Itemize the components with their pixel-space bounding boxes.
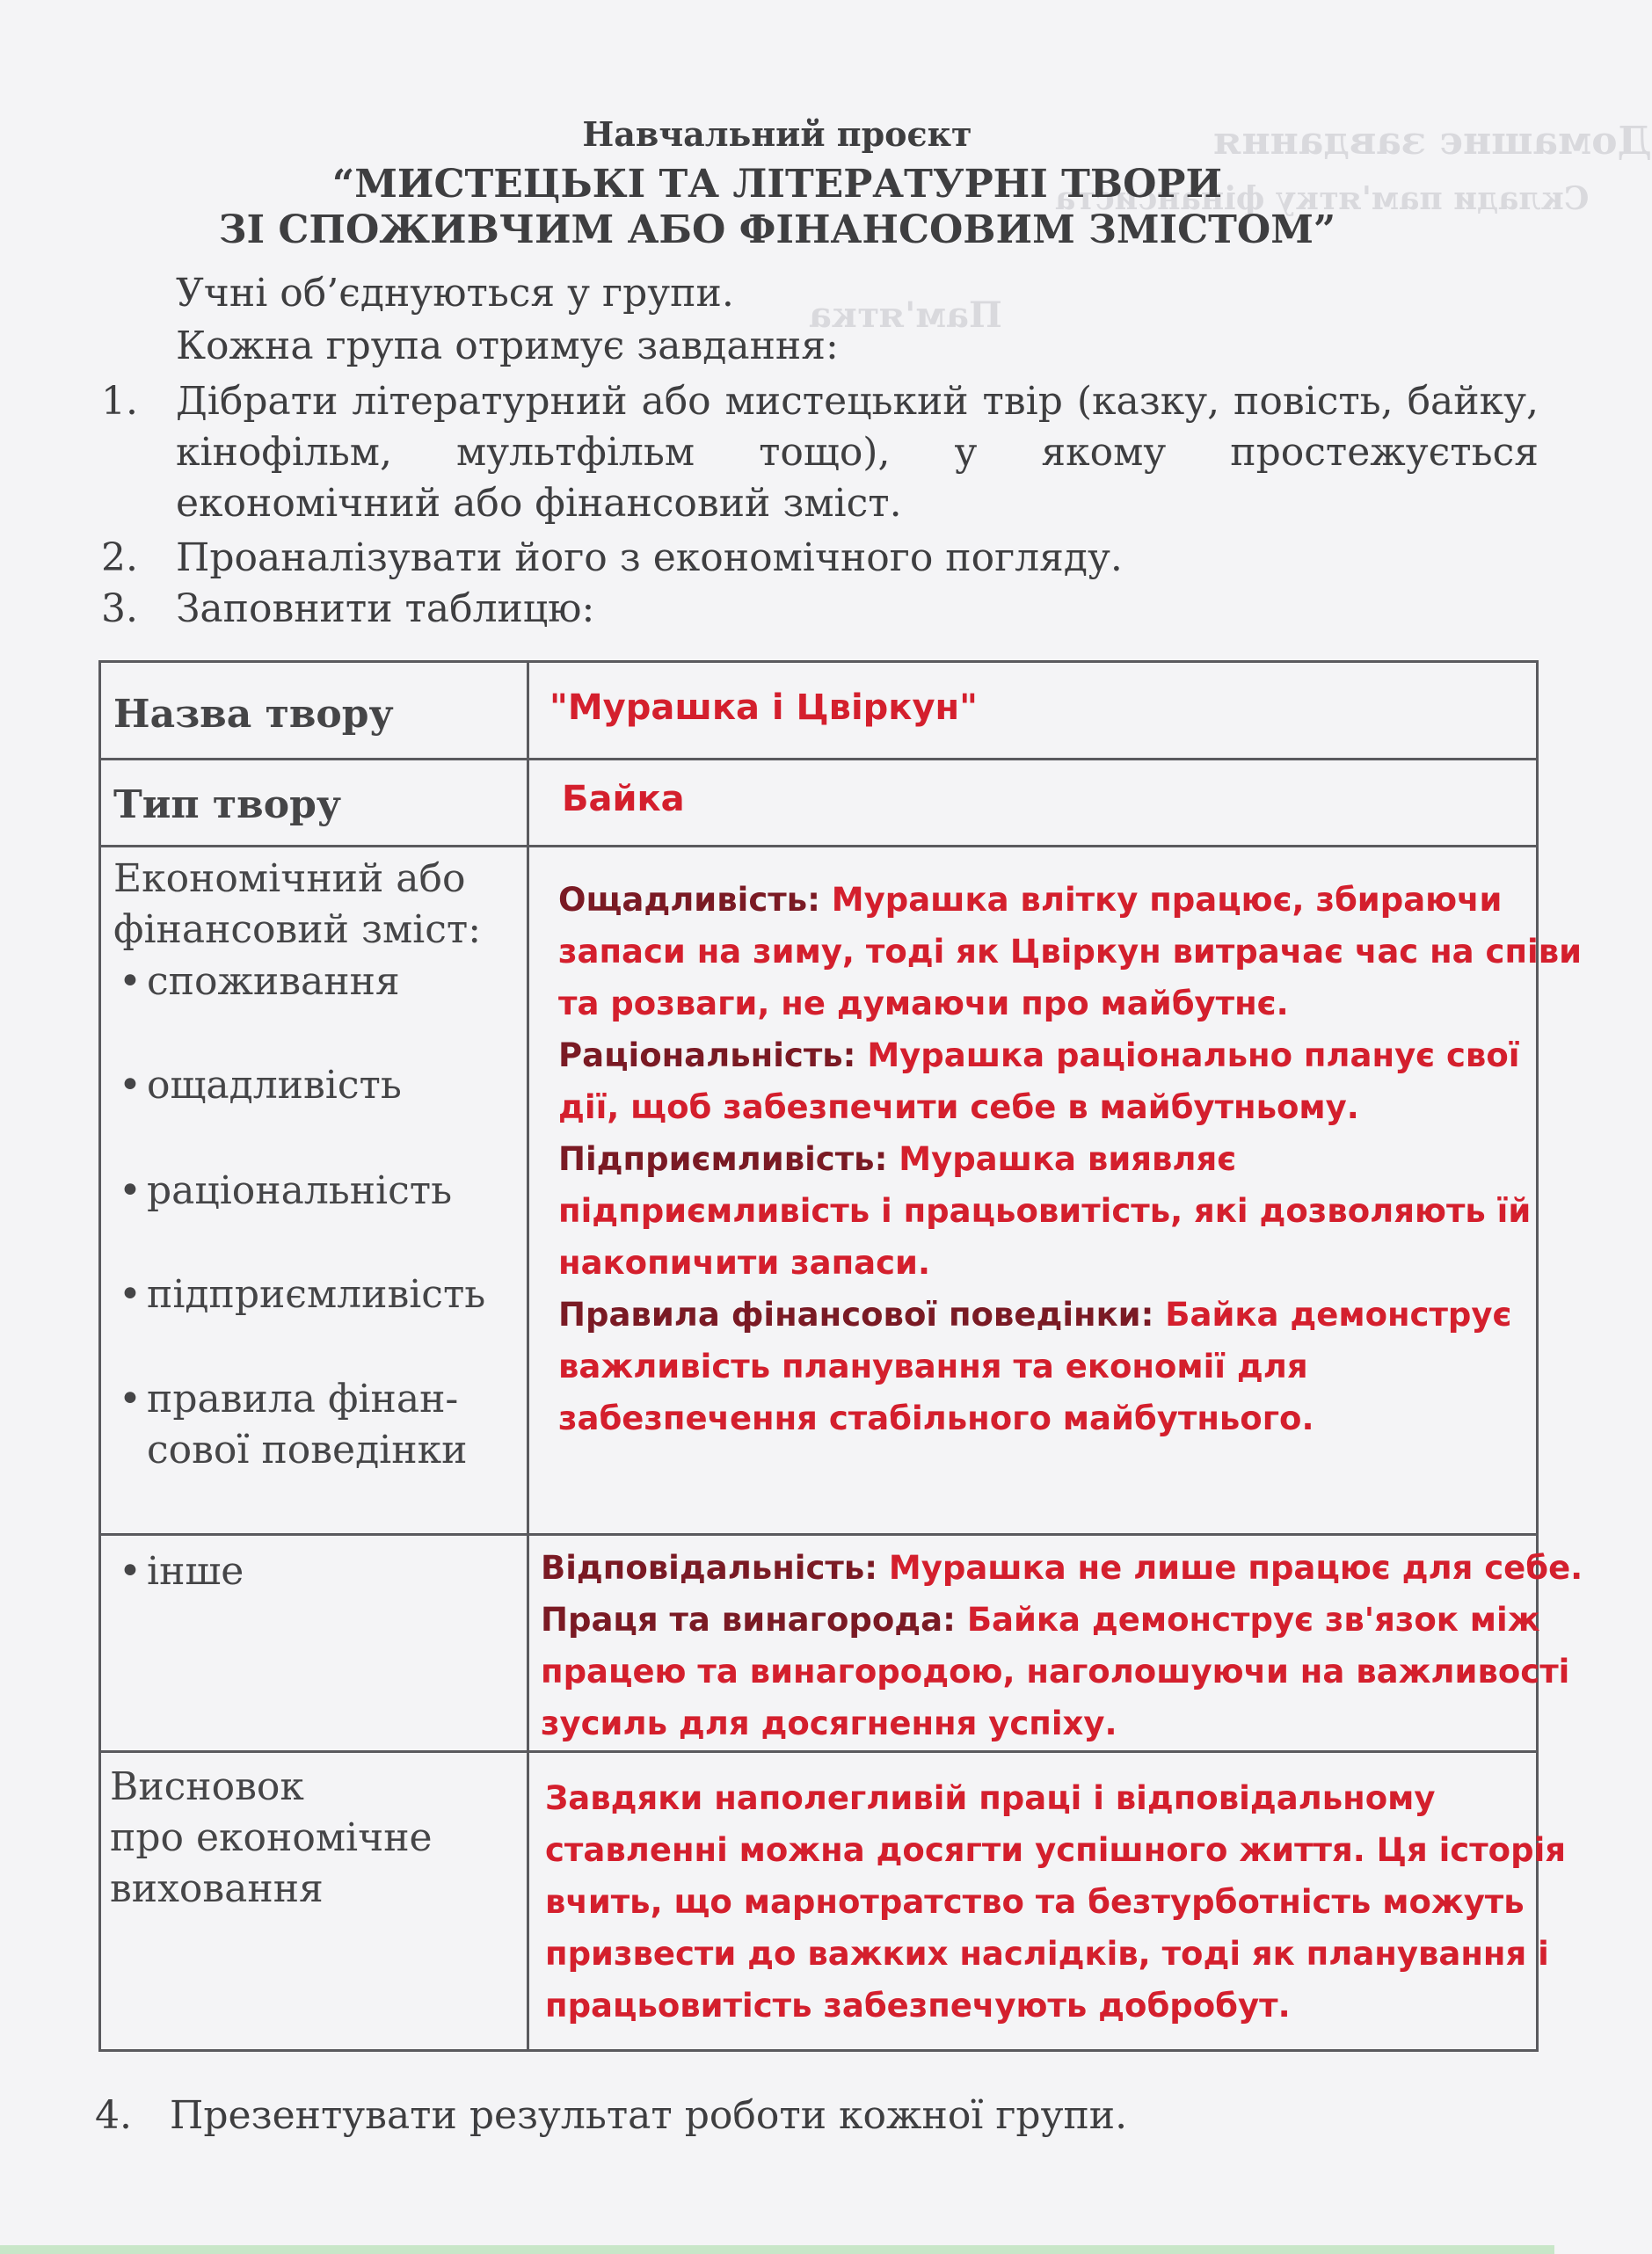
economic-content-answer — [558, 874, 1582, 1444]
step-item — [101, 376, 1539, 529]
answer-line: ставленні можна досягти успішного життя. Ця історія — [545, 1831, 1567, 1869]
other-answer — [541, 1542, 1583, 1749]
bleed-through-text: Домашнє завдання — [1213, 119, 1652, 164]
answer-line: Праця та винагорода: Байка демонструє зв'язок між — [541, 1601, 1540, 1639]
answer-line: Ощадливість: Мурашка влітку працює, збираючи — [558, 881, 1503, 919]
answer-line: та розваги, не думаючи про майбутнє. — [558, 985, 1289, 1022]
answer-line: накопичити запаси. — [558, 1244, 931, 1282]
row-divider — [101, 1750, 1536, 1753]
step-text: Презентувати результат роботи кожної групи. — [170, 2093, 1128, 2138]
answer-line: забезпечення стабільного майбутнього. — [558, 1400, 1314, 1437]
bullet-item: • правила фінан- — [119, 1377, 459, 1421]
answer-line: Підприємливість: Мурашка виявляє — [558, 1140, 1237, 1178]
bullet-item: • підприємливість — [119, 1272, 486, 1317]
answer-line: зусиль для досягнення успіху. — [541, 1705, 1117, 1742]
row-divider — [101, 758, 1536, 760]
step-number: 4. — [95, 2093, 132, 2138]
intro-line: Учні об’єднуються у групи. — [176, 271, 734, 316]
step-text: Дібрати літературний або мистецький твір (казку, повість, байку, кінофільм, мультфільм тощо), у якому простежується економічний або фінансовий зміст. — [176, 379, 1539, 526]
answer-line: важливість планування та економії для — [558, 1348, 1308, 1385]
label-work-type: Тип твору — [113, 782, 342, 827]
bullet-item: • ощадливість — [119, 1063, 402, 1108]
step-item — [101, 584, 1539, 635]
bullet-item: • споживання — [119, 959, 400, 1004]
bullet-item: • інше — [119, 1549, 244, 1594]
answer-line: запаси на зиму, тоді як Цвіркун витрачає час на співи — [558, 933, 1583, 971]
step-text: Проаналізувати його з економічного погляду. — [176, 535, 1123, 580]
answer-line: Відповідальність: Мурашка не лише працює для себе. — [541, 1549, 1583, 1587]
label-line: фінансовий зміст: — [113, 907, 482, 952]
label-conclusion: Висновок про економічне виховання — [110, 1764, 433, 1911]
bleed-through-text: Склади пам'ятку фінансиста — [1055, 180, 1590, 217]
column-divider — [527, 663, 529, 2049]
row-divider — [101, 1533, 1536, 1536]
answer-line: дії, щоб забезпечити себе в майбутньому. — [558, 1088, 1359, 1126]
project-label: Навчальний проєкт — [582, 114, 972, 154]
step-item — [95, 2090, 1539, 2141]
answer-line: Завдяки наполегливій праці і відповідальному — [545, 1779, 1436, 1817]
conclusion-answer — [545, 1772, 1566, 2032]
answer-line: працею та винагородою, наголошуючи на важливості — [541, 1653, 1570, 1690]
answer-line: працьовитість забезпечують добробут. — [545, 1987, 1291, 2025]
page-edge-strip — [0, 2245, 1554, 2254]
step-text: Заповнити таблицю: — [176, 586, 595, 631]
answer-work-title: "Мурашка і Цвіркун" — [549, 687, 978, 728]
answer-line: Раціональність: Мурашка раціонально планує свої — [558, 1036, 1520, 1074]
analysis-table — [98, 660, 1583, 2052]
bullet-item-continuation: сової поведінки — [147, 1428, 468, 1472]
label-economic-content — [113, 854, 513, 956]
step-number: 2. — [101, 535, 138, 580]
row-divider — [101, 845, 1536, 847]
intro-line: Кожна група отримує завдання: — [176, 324, 839, 368]
answer-line: призвести до важких наслідків, тоді як планування і — [545, 1935, 1549, 1973]
project-title-line2: ЗІ СПОЖИВЧИМ АБО ФІНАНСОВИМ ЗМІСТОМ” — [218, 207, 1336, 252]
label-work-title: Назва твору — [113, 692, 394, 737]
answer-line: підприємливість і працьовитість, які дозволяють їй — [558, 1192, 1532, 1230]
project-title-line1: “МИСТЕЦЬКІ ТА ЛІТЕРАТУРНІ ТВОРИ — [331, 162, 1223, 207]
step-item — [101, 533, 1539, 584]
answer-work-type: Байка — [562, 779, 685, 819]
bleed-through-text: Пам'ятка — [809, 294, 1002, 336]
step-number: 3. — [101, 586, 138, 631]
step-number: 1. — [101, 379, 138, 424]
bullet-item: • раціональність — [119, 1168, 453, 1213]
answer-line: вчить, що марнотратство та безтурботність можуть — [545, 1883, 1525, 1921]
label-line: Економічний або — [113, 856, 466, 901]
answer-line: Правила фінансової поведінки: Байка демонструє — [558, 1296, 1512, 1334]
